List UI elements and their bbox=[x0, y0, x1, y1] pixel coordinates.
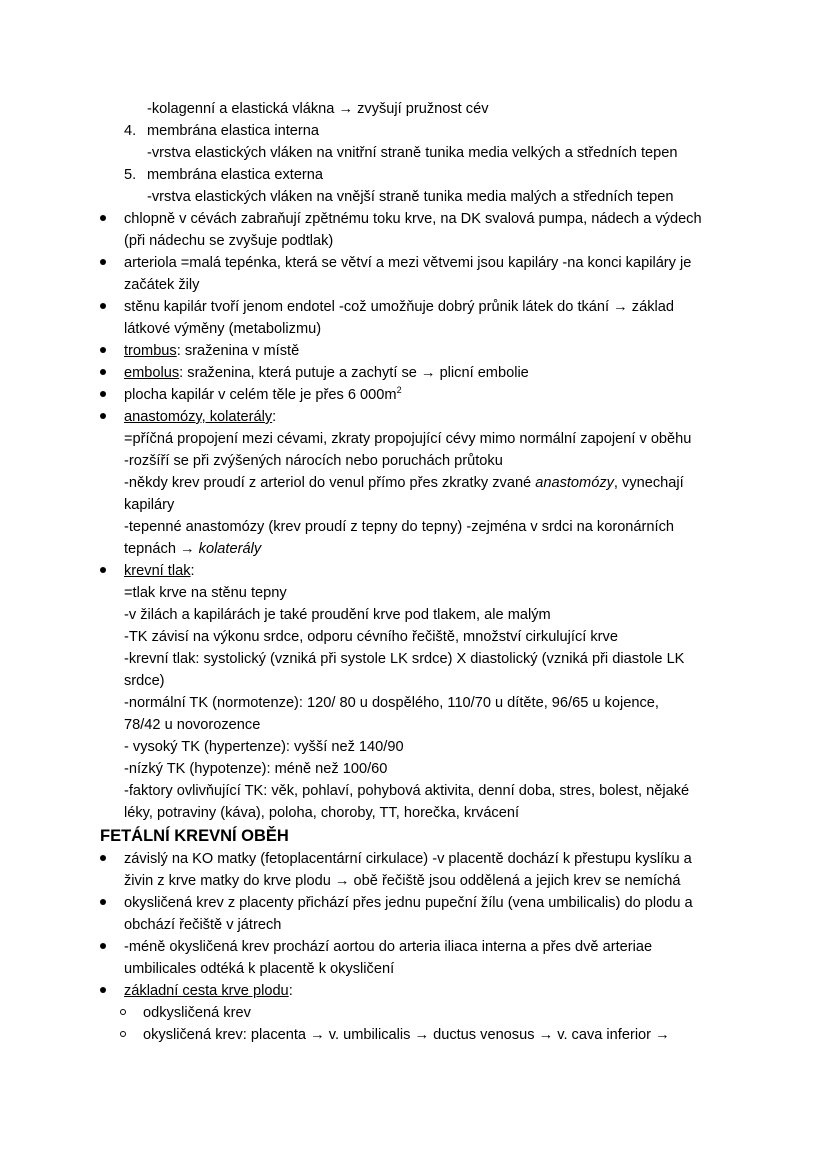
text-line: -faktory ovlivňující TK: věk, pohlaví, pohybová aktivita, denní doba, stres, bolest, nějaké bbox=[124, 783, 690, 799]
sub-bullet-icon bbox=[120, 1031, 126, 1037]
text-line: závislý na KO matky (fetoplacentární cirkulace) -v placentě dochází k přestupu kyslíku a bbox=[124, 851, 692, 867]
arrow-icon: → bbox=[338, 101, 354, 117]
bullet-icon bbox=[100, 259, 106, 265]
arrow-icon: → bbox=[613, 299, 628, 315]
bullet-icon bbox=[100, 215, 106, 221]
text-line: živin z krve matky do krve plodu → obě řečiště jsou oddělená a jejich krev se nemíchá bbox=[124, 873, 681, 889]
text-line: -v žilách a kapilárách je také proudění krve pod tlakem, ale malým bbox=[124, 607, 551, 623]
text-line: -krevní tlak: systolický (vzniká při systole LK srdce) X diastolický (vzniká při diastole LK bbox=[124, 651, 685, 667]
arrow-icon: → bbox=[420, 365, 436, 381]
arrow-icon: → bbox=[414, 1027, 430, 1043]
text-line: =tlak krve na stěnu tepny bbox=[124, 585, 287, 601]
text-line: chlopně v cévách zabraňují zpětnému toku krve, na DK svalová pumpa, nádech a výdech bbox=[124, 211, 702, 227]
text-line: srdce) bbox=[124, 673, 165, 689]
list-number: 4. bbox=[124, 123, 137, 139]
text-line: trombus: sraženina v místě bbox=[124, 343, 300, 359]
text-line: arteriola =malá tepénka, která se větví a mezi větvemi jsou kapiláry -na konci kapiláry je bbox=[124, 255, 692, 271]
text-line: odkysličená krev bbox=[143, 1005, 251, 1021]
bullet-icon bbox=[100, 943, 106, 949]
text-line: - vysoký TK (hypertenze): vyšší než 140/90 bbox=[124, 739, 404, 755]
bullet-icon bbox=[100, 369, 106, 375]
sub-bullet-icon bbox=[120, 1009, 126, 1015]
text-line: látkové výměny (metabolizmu) bbox=[124, 321, 322, 337]
arrow-icon: → bbox=[310, 1027, 325, 1043]
text-line: -kolagenní a elastická vlákna → zvyšují pružnost cév bbox=[147, 101, 489, 117]
bullet-icon bbox=[100, 855, 106, 861]
text-line: umbilicales odtéká k placentě k okysličení bbox=[124, 961, 395, 977]
text-line: tepnách → kolaterály bbox=[124, 541, 262, 557]
text-line: -méně okysličená krev prochází aortou do arteria iliaca interna a přes dvě arteriae bbox=[124, 939, 653, 955]
text-line: (při nádechu se zvyšuje podtlak) bbox=[124, 233, 334, 249]
list-number: 5. bbox=[124, 167, 137, 183]
text-line: krevní tlak: bbox=[124, 563, 195, 579]
text-line: -vrstva elastických vláken na vnější straně tunika media malých a středních tepen bbox=[147, 189, 674, 205]
bullet-icon bbox=[100, 567, 106, 573]
arrow-icon: → bbox=[334, 873, 350, 889]
text-line: -vrstva elastických vláken na vnitřní straně tunika media velkých a středních tepen bbox=[147, 145, 678, 161]
text-line: okysličená krev: placenta → v. umbilicalis → ductus venosus → v. cava inferior → bbox=[143, 1027, 670, 1043]
text-line: -někdy krev proudí z arteriol do venul přímo přes zkratky zvané anastomózy, vynechají bbox=[124, 475, 684, 491]
arrow-icon: → bbox=[655, 1027, 670, 1043]
text-line: membrána elastica interna bbox=[147, 123, 319, 139]
text-line: obchází řečiště v játrech bbox=[124, 917, 282, 933]
bullet-icon bbox=[100, 391, 106, 397]
text-line: -tepenné anastomózy (krev proudí z tepny do tepny) -zejména v srdci na koronárních bbox=[124, 519, 674, 535]
text-line: anastomózy, kolaterály: bbox=[124, 409, 277, 425]
text-line: -nízký TK (hypotenze): méně než 100/60 bbox=[124, 761, 388, 777]
text-line: -TK závisí na výkonu srdce, odporu cévního řečiště, množství cirkulující krve bbox=[124, 629, 618, 645]
section-heading: FETÁLNÍ KREVNÍ OBĚH bbox=[100, 827, 289, 845]
text-line: okysličená krev z placenty přichází přes jednu pupeční žílu (vena umbilicalis) do plodu a bbox=[124, 895, 693, 911]
text-line: kapiláry bbox=[124, 497, 175, 513]
text-line: základní cesta krve plodu: bbox=[124, 983, 293, 999]
bullet-icon bbox=[100, 899, 106, 905]
text-line: 78/42 u novorozence bbox=[124, 717, 261, 733]
arrow-icon: → bbox=[538, 1027, 554, 1043]
text-line: začátek žily bbox=[124, 277, 200, 293]
text-line: léky, potraviny (káva), poloha, choroby, TT, horečka, krvácení bbox=[124, 805, 520, 821]
text-line: -normální TK (normotenze): 120/ 80 u dospělého, 110/70 u dítěte, 96/65 u kojence, bbox=[124, 695, 659, 711]
arrow-icon: → bbox=[180, 541, 195, 557]
text-line: -rozšíří se při zvýšených nárocích nebo poruchách průtoku bbox=[124, 453, 503, 469]
bullet-icon bbox=[100, 303, 106, 309]
bullet-icon bbox=[100, 347, 106, 353]
text-line: embolus: sraženina, která putuje a zachytí se → plicní embolie bbox=[124, 365, 529, 381]
text-line: membrána elastica externa bbox=[147, 167, 324, 183]
text-line: stěnu kapilár tvoří jenom endotel -což umožňuje dobrý průnik látek do tkání → základ bbox=[124, 299, 674, 315]
bullet-icon bbox=[100, 987, 106, 993]
text-line: plocha kapilár v celém těle je přes 6 $000m^2$ bbox=[124, 385, 402, 403]
bullet-icon bbox=[100, 413, 106, 419]
text-line: =příčná propojení mezi cévami, zkraty propojující cévy mimo normální zapojení v oběhu bbox=[124, 431, 692, 447]
